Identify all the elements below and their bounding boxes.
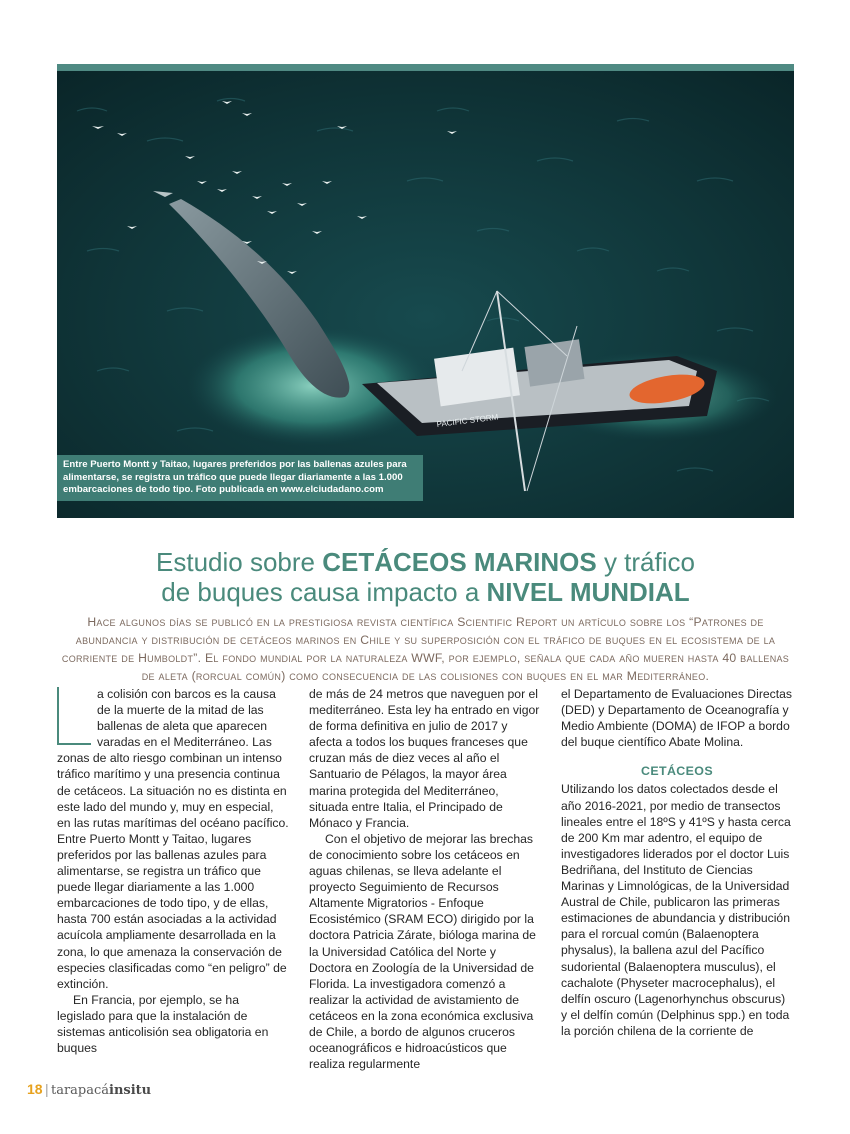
col1-paragraph-2: En Francia, por ejemplo, se ha legislado para que la instalación de sistemas anticolisión sea obligatoria en buques bbox=[57, 992, 269, 1056]
magazine-name-light: tarapacá bbox=[50, 1083, 110, 1098]
page-number: 18 bbox=[27, 1081, 43, 1097]
title-line2-pre: de buques causa impacto a bbox=[161, 577, 487, 608]
col2-paragraph-2: Con el objetivo de mejorar las brechas de conocimiento sobre los cetáceos en aguas chilenas, se lleva adelante el proyecto Seguimiento de Recursos Altamente Migratorios - Enfoque Ecosistémico (SRAM ECO) dirigido por la doctora Patricia Zárate, bióloga marina de la Universidad Católica del Norte y Doctora en Zoología de la Universidad de Florida. La investigadora comenzó a realizar la actividad de avistamiento de cetáceos en la zona económica exclusiva de Chile, a bordo de algunos cruceros oceanográficos e hidroacústicos que realiza regularmente bbox=[309, 831, 536, 1072]
page-footer: 18 | tarapacáinsitu bbox=[27, 1081, 152, 1098]
photo-caption: Entre Puerto Montt y Taitao, lugares preferidos por las ballenas azules para alimentarse, se registra un tráfico que puede llegar diariamente a las 1.000 embarcaciones de todo tipo. Foto publicada en www.elciudadano.com bbox=[57, 455, 423, 501]
title-line1-bold: CETÁCEOS MARINOS bbox=[322, 547, 597, 578]
section-heading: CETÁCEOS bbox=[640, 764, 714, 779]
body-column-3 bbox=[561, 686, 793, 1039]
col2-paragraph-1: de más de 24 metros que naveguen por el mediterráneo. Esta ley ha entrado en vigor de forma definitiva en julio de 2017 y afecta a todos los buques franceses que cruzan más de diez veces al año el Santuario de Pélagos, la mayor área marina protegida del Mediterráneo, situada entre Italia, el Principado de Mónaco y Francia. bbox=[309, 687, 540, 830]
article-lead: Hace algunos días se publicó en la prestigiosa revista científica Scientific Report un artículo sobre los “Patrones de abundancia y distribución de cetáceos marinos en Chile y su superposición con el tráfico de buques en el ecosistema de la corriente de Humboldt”. El fondo mundial por la naturaleza WWF, por ejemplo, señala que cada año mueren hasta 40 ballenas de aleta (rorcual común) como consecuencia de las colisiones con buques en el mar Mediterráneo. bbox=[61, 615, 790, 684]
magazine-name bbox=[51, 1083, 151, 1098]
drop-cap-l bbox=[57, 687, 91, 745]
title-line1-pre: Estudio sobre bbox=[156, 547, 323, 578]
col3-paragraph-2: Utilizando los datos colectados desde el año 2016-2021, por medio de transectos lineales entre el 18ºS y 41ºS y hasta cerca de 200 Km mar adentro, el equipo de investigadores liderados por el doctor Luis Bedriñana, del Instituto de Ciencias Marinas y Limnológicas, de la Universidad Austral de Chile, publicaron las primeras estimaciones de abundancia y distribución para el rorcual común (Balaenoptera physalus), la ballena azul del Pacífico sudoriental (Balaenoptera musculus), el cachalote (Physeter macrocephalus), el delfín oscuro (Lagenorhynchus obscurus) y el delfín común (Delphinus spp.) en toda la porción chilena de la corriente de bbox=[561, 782, 791, 1038]
article-title bbox=[57, 547, 794, 607]
title-line1-post: y tráfico bbox=[596, 547, 695, 578]
whale-and-ship-illustration bbox=[57, 71, 794, 518]
col1-paragraph-1: a colisión con barcos es la causa de la muerte de la mitad de las ballenas de aleta que aparecen varadas en el Mediterráneo. Las zonas de alto riesgo combinan un intenso tráfico marítimo y una presencia continua de cetáceos. La situación no es distinta en este lado del mundo y, muy en especial, en las rutas marítimas del océano pacífico. Entre Puerto Montt y Taitao, lugares preferidos por las ballenas azules para alimentarse, se registra un tráfico que puede llegar diariamente a las 1.000 embarcaciones de todo tipo, y de ellas, hasta 700 están asociadas a la actividad acuícola ampliamente desarrollada en la zona, lo que amenaza la conservación de especies clasificadas como “en peligro” de extinción. bbox=[57, 687, 289, 991]
body-column-2 bbox=[309, 686, 541, 1072]
col3-paragraph-1: el Departamento de Evaluaciones Directas (DED) y Departamento de Oceanografía y Medio Ambiente (DOMA) de IFOP a bordo del buque científico Abate Molina. bbox=[561, 687, 793, 750]
magazine-name-bold: insitu bbox=[109, 1083, 152, 1098]
body-column-1 bbox=[57, 686, 289, 1056]
hero-photo bbox=[57, 64, 794, 518]
title-line2-bold: NIVEL MUNDIAL bbox=[486, 577, 690, 608]
boat-name-label: PACIFIC STORM bbox=[436, 412, 499, 429]
photo-top-bar bbox=[57, 64, 794, 71]
